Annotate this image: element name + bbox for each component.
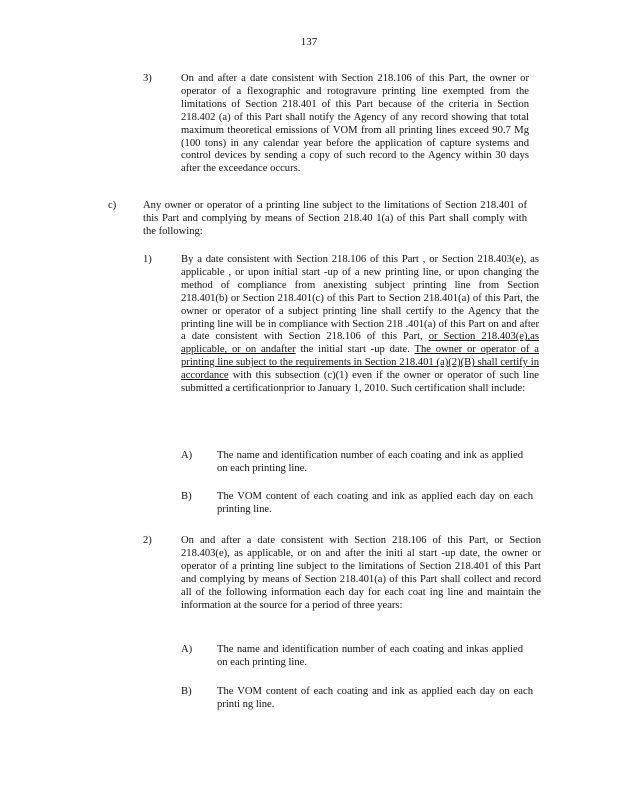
item-c2-a-text: The name and identification number of each coating and inkas applied on each printing line. xyxy=(217,644,523,668)
item-c2-b-label: B) xyxy=(181,686,192,697)
item-c1-text-before: By a date consistent with Section 218.106 of this Part , or Section 218.403(e), as applicable , or upon initial start -up of a new printing line, or upon changing the method of compliance from anexisting subject printing line from Section 218.401(b) or Section 218.401(c) of this Part to Section 218.401(a) of this Part, the owner or operator of a subject printing line shall certify to the Agency that the printing line will be in compliance with Section 218 .401(a) of this Part on and after a date consistent with Section 218.106 of this Part, xyxy=(181,254,539,343)
item-c1-b-text: The VOM content of each coating and ink as applied each day on each printing line. xyxy=(217,491,533,515)
item-c2-a-label: A) xyxy=(181,644,193,655)
item-c1-amendment-2: The owner or operator of a printing line subject to the requirements in Section 218.401 (a)(2)(B) shall certify in accordance xyxy=(181,344,539,382)
item-c2-label: 2) xyxy=(143,535,152,546)
item-c1-text-after: with this subsection (c)(1) even if the owner or operator of such line submitted a certificationprior to January 1, 2010. Such certification shall include: xyxy=(181,370,539,395)
item-c1-label: 1) xyxy=(143,254,152,265)
item-3-text: On and after a date consistent with Section 218.106 of this Part, the owner or operator of a flexographic and rotogravure printing line exempted from the limitations of Section 218.401 of this Part because of the criteria in Section 218.402 (a) of this Part shall notify the Agency of any record showing that total maximum theoretical emissions of VOM from all printing lines exceed 90.7 Mg (100 tons) in any calendar year before the application of capture systems and control devices by sending a copy of such record to the Agency within 30 days after the exceedance occurs. xyxy=(181,73,529,175)
item-3-label: 3) xyxy=(143,73,152,84)
item-c1-a-label: A) xyxy=(181,450,193,461)
item-c1-amendment-1: or Section 218.403(e),as applicable, or on andafter xyxy=(181,331,540,356)
section-c-label: c) xyxy=(108,200,117,211)
item-c1-text-mid: the initial start -up date. xyxy=(295,344,415,356)
item-c1-a-text: The name and identification number of each coating and ink as applied on each printing line. xyxy=(217,450,523,474)
item-c2-b-text: The VOM content of each coating and ink as applied each day on each printi ng line. xyxy=(217,686,533,710)
item-c2-text: On and after a date consistent with Section 218.106 of this Part, or Section 218.403(e), as applicable, or on and after the initi al start -up date, the owner or operator of a printing line subject to the limitations of Section 218.401 of this Part and complying by means of Section 218.401(a) of this Part shall collect and record all of the following information each day for each coat ing line and maintain the information at the source for a period of three years: xyxy=(181,535,541,611)
item-c1-text xyxy=(181,254,539,396)
item-c1-b-label: B) xyxy=(181,491,192,502)
section-c-text: Any owner or operator of a printing line subject to the limitations of Section 218.401 of this Part and complying by means of Section 218.40 1(a) of this Part shall comply with the following: xyxy=(143,200,527,237)
page-number: 137 xyxy=(300,36,318,48)
